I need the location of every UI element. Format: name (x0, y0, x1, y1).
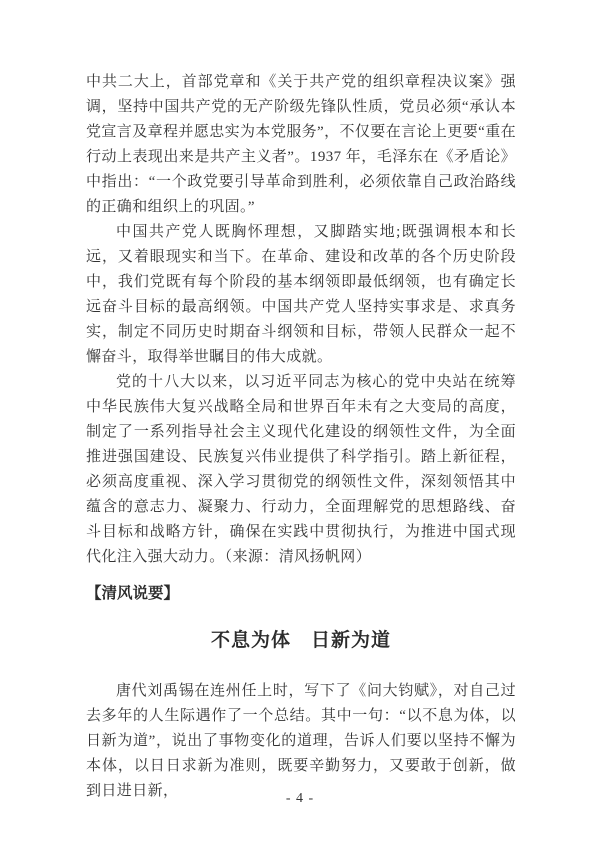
body-paragraph: 中国共产党人既胸怀理想，又脚踏实地;既强调根本和长远，又着眼现实和当下。在革命、建设和改革的各个历史阶段中，我们党既有每个阶段的基本纲领即最低纲领，也有确定长远奋斗目标的最高纲领。中国共产党人坚持实事求是、求真务实，制定不同历史时期奋斗纲领和目标，带领人民群众一起不懈奋斗，取得举世瞩目的伟大成就。 (86, 224, 516, 365)
body-paragraph: 中共二大上，首部党章和《关于共产党的组织章程决议案》强调，坚持中国共产党的无产阶级先锋队性质，党员必须“承认本党宣言及章程并愿忠实为本党服务”，不仅要在言论上更要“重在行动上表现出来是共产主义者”。1937 年，毛泽东在《矛盾论》中指出：“一个政党要引导革命到胜利，必须依靠自己政治路线的正确和组织上的巩固。” (86, 74, 516, 215)
body-paragraph: 唐代刘禹锡在连州任上时，写下了《问大钧赋》，对自己过去多年的人生际遇作了一个总结。其中一句：“以不息为体，以日新为道”，说出了事物变化的道理，告诉人们要以坚持不懈为本体，以日日求新为准则，既要辛勤努力，又要敢于创新，做到日进日新， (86, 683, 516, 799)
article-title: 不息为体 日新为道 (210, 630, 391, 651)
section-header: 【清风说要】 (86, 585, 180, 602)
body-paragraph: 党的十八大以来，以习近平同志为核心的党中央站在统筹中华民族伟大复兴战略全局和世界百年未有之大变局的高度，制定了一系列指导社会主义现代化建设的纲领性文件，为全面推进强国建设、民族复兴伟业提供了科学指引。踏上新征程，必须高度重视、深入学习贯彻党的纲领性文件，深刻领悟其中蕴含的意志力、凝聚力、行动力，全面理解党的思想路线、奋斗目标和战略方针，确保在实践中贯彻执行，为推进中国式现代化注入强大动力。（来源：清风扬帆网） (86, 374, 516, 565)
page-content (86, 70, 516, 804)
page-number: - 4 - (285, 791, 315, 806)
